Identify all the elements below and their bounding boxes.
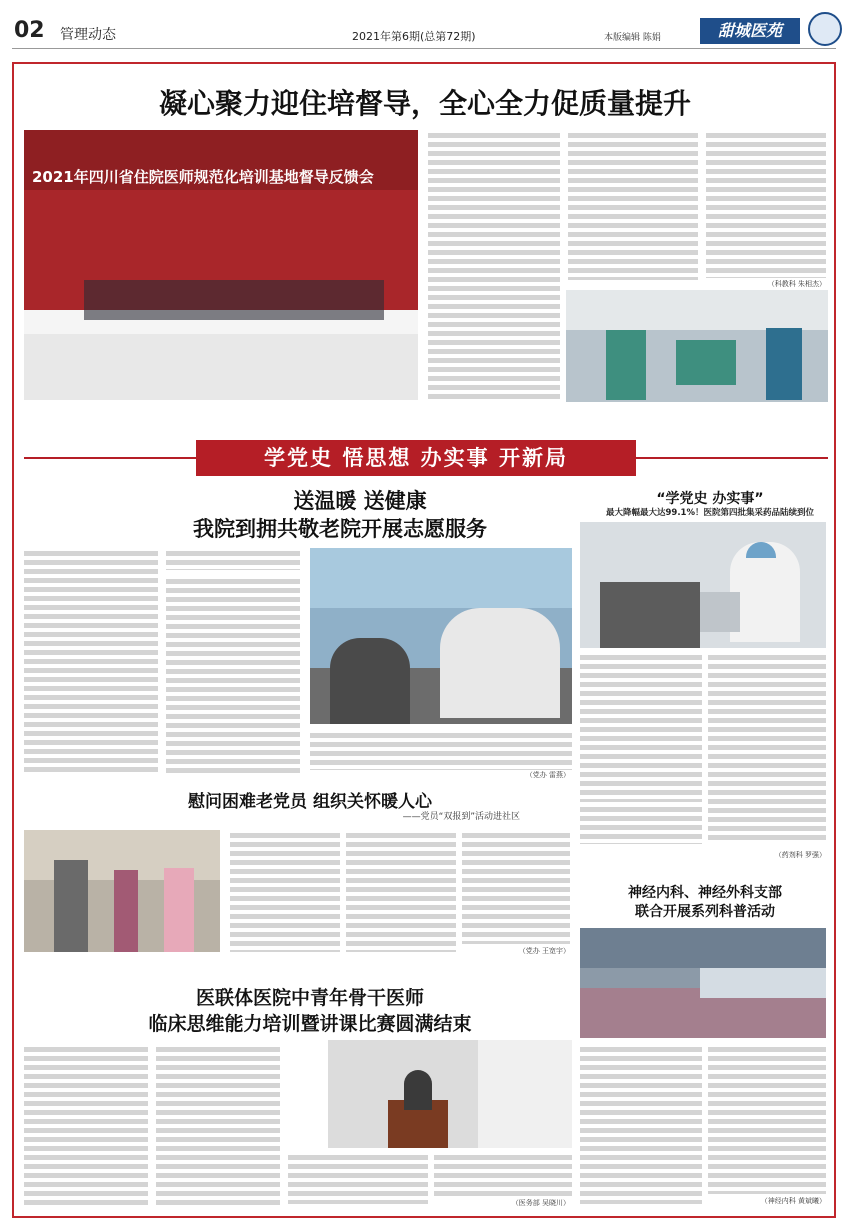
slogan-text: 学党史 悟思想 办实事 开新局 — [264, 446, 568, 470]
article1-title: 凝心聚力迎住培督导，全心全力促质量提升 — [158, 87, 691, 120]
article6-body-col3-lines — [288, 1044, 322, 1124]
article5-body-col1-lines — [580, 1044, 702, 1204]
article3-body-col2-lines — [708, 652, 826, 842]
article6-title-line2: 临床思维能力培训暨讲课比赛圆满结束 — [148, 1013, 472, 1035]
slogan-rule-right — [636, 457, 828, 459]
article4-signature: （党办 王宽宇） — [518, 947, 570, 955]
article6-signature: （医务部 吴晓川） — [511, 1199, 570, 1207]
article2-photo — [310, 548, 572, 724]
article5-title-line2: 联合开展系列科普活动 — [635, 904, 775, 920]
header-divider — [12, 48, 836, 49]
article2-body-col1-lines — [24, 548, 158, 776]
article4-body-col1-lines — [230, 830, 340, 952]
article3-photo — [580, 522, 826, 648]
article6-photo — [328, 1040, 572, 1148]
article6-body-col3b-lines — [288, 1152, 428, 1204]
article5-signature: （神经内科 黄斌曦） — [760, 1197, 826, 1205]
article5-photo — [580, 928, 826, 1038]
article1-body-col2-lines — [568, 130, 698, 280]
article5-body-col2-lines — [708, 1044, 826, 1194]
article6-body-col2-lines — [156, 1044, 280, 1209]
issue-info: 2021年第6期(总第72期) — [352, 30, 476, 43]
article4-subtitle: ——党员“双报到”活动进社区 — [402, 812, 520, 822]
article5-title-line1: 神经内科、神经外科支部 — [628, 885, 782, 901]
article6-body-col1-lines — [24, 1044, 148, 1209]
article6-title-line1: 医联体医院中青年骨干医师 — [195, 987, 424, 1009]
article1-body-lines — [428, 130, 560, 400]
article3-body-col1b-lines — [580, 804, 702, 844]
article4-body-col3-lines — [462, 830, 570, 944]
article2-signature: （党办 雷燕） — [525, 771, 570, 779]
article2-title-line1: 送温暖 送健康 — [293, 489, 427, 513]
article3-signature: （药剂科 罗强） — [774, 851, 826, 859]
brand-logo: 甜城医苑 — [700, 18, 800, 44]
article3-subtitle: 最大降幅最大达99.1%！医院第四批集采药品陆续到位 — [606, 508, 814, 518]
article1-signature: （科教科 朱相杰） — [767, 280, 826, 288]
page-number: 02 — [14, 18, 45, 43]
article1-body-col3-lines — [706, 130, 826, 278]
article2-body-col2b-lines — [166, 576, 300, 776]
article4-photo — [24, 830, 220, 952]
article4-body-col2-lines — [346, 830, 456, 952]
section-title: 管理动态 — [60, 27, 116, 43]
slogan-rule-left — [24, 457, 196, 459]
article1-photo-banner: 2021年四川省住院医师规范化培训基地督导反馈会 — [32, 168, 374, 186]
article2-title-line2: 我院到拥共敬老院开展志愿服务 — [193, 517, 487, 541]
article3-body-col1-lines — [580, 652, 702, 802]
article2-body-col3-lines — [310, 730, 572, 770]
article1-photo2 — [566, 290, 828, 402]
article2-body-col2-lines — [166, 548, 300, 570]
article1-photo — [24, 130, 418, 400]
article4-title: 慰问困难老党员 组织关怀暖人心 — [188, 792, 432, 812]
article6-body-col4-lines — [434, 1152, 572, 1196]
editor-credit: 本版编辑 陈娟 — [604, 33, 661, 43]
hospital-emblem-icon — [808, 12, 842, 46]
article3-title: “学党史 办实事” — [656, 491, 764, 507]
